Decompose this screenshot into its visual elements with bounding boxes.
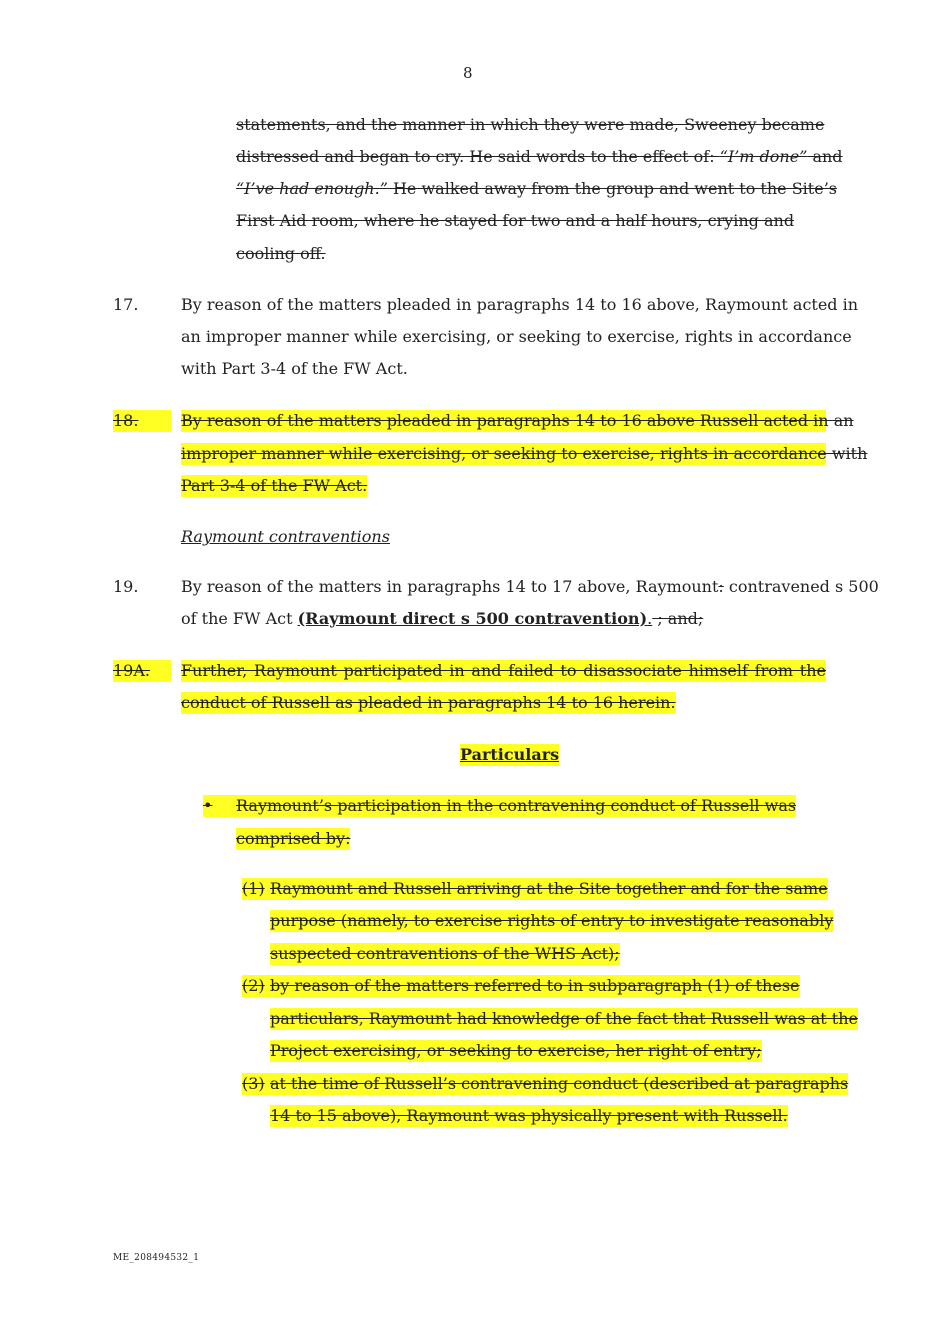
para16-line-4: First Aid room, where he stayed for two and a half hours, crying and (236, 211, 795, 230)
particular-item-1-number: (1) (242, 878, 270, 900)
paragraph-19-line-1-a: By reason of the matters in paragraphs 14 to 17 above, Raymount (181, 577, 719, 596)
paragraph-19-deleted-and: ; and; (652, 609, 704, 628)
bullet-line-1: Raymount’s participation in the contravening conduct of Russell was (236, 796, 797, 815)
raymount-direct-contravention-term: (Raymount direct s 500 contravention) (297, 609, 648, 628)
particular-item-3-line-1: at the time of Russell’s contravening conduct (described at paragraphs (270, 1074, 849, 1093)
particular-item-3-line-2: 14 to 15 above), Raymount was physically present with Russell. (270, 1106, 788, 1125)
particulars-heading: Particulars (460, 745, 560, 764)
para16-line-2-text: distressed and began to cry. He said words to the effect of: (236, 147, 720, 166)
particular-item-2-line-3: Project exercising, or seeking to exercise, her right of entry; (270, 1041, 762, 1060)
paragraph-19a-line-1: Further, Raymount participated in and failed to disassociate himself from the (181, 661, 826, 680)
para16-line-2-end: and (807, 147, 843, 166)
paragraph-19-line-1-b: contravened s 500 (723, 577, 879, 596)
particular-item-3-number: (3) (242, 1073, 270, 1095)
para16-line-5: cooling off. (236, 244, 326, 263)
document-reference: ME_208494532_1 (113, 1253, 200, 1263)
paragraph-17-line-2: an improper manner while exercising, or seeking to exercise, rights in accordance (181, 327, 852, 346)
para16-line-3-text: He walked away from the group and went to the Site’s (387, 179, 837, 198)
particular-item-2-line-1: by reason of the matters referred to in subparagraph (1) of these (270, 976, 800, 995)
para16-line-3 (236, 178, 837, 200)
paragraph-19a-number: 19A. (113, 660, 171, 682)
paragraph-19-deleted-colon: : (718, 577, 724, 596)
paragraph-18-number: 18. (113, 410, 171, 432)
paragraph-19-line-2-a: of the FW Act (181, 609, 298, 628)
particular-item-2-number: (2) (242, 975, 270, 997)
para16-line-1: statements, and the manner in which they were made, Sweeney became (236, 115, 825, 134)
paragraph-18-line-3: Part 3-4 of the FW Act. (181, 476, 368, 495)
paragraph-19-number: 19. (113, 577, 139, 596)
paragraph-17-line-3: with Part 3-4 of the FW Act. (181, 359, 408, 378)
bullet-line-2: comprised by: (236, 829, 351, 848)
paragraph-19-line-2 (181, 608, 703, 630)
raymount-contraventions-heading: Raymount contraventions (181, 527, 390, 546)
page-number: 8 (463, 64, 473, 82)
paragraph-18-line-1: By reason of the matters pleaded in paragraphs 14 to 16 above Russell acted in an (181, 411, 854, 430)
para16-quote-1: “I’m done” (719, 147, 808, 166)
bullet-marker: • (203, 795, 236, 817)
paragraph-18-line-2: improper manner while exercising, or seeking to exercise, rights in accordance with (181, 444, 868, 463)
para16-quote-2: “I’ve had enough.” (236, 179, 388, 198)
paragraph-19a-line-2: conduct of Russell as pleaded in paragraphs 14 to 16 herein. (181, 693, 676, 712)
para16-line-2 (236, 146, 843, 168)
particular-item-2-line-2: particulars, Raymount had knowledge of the fact that Russell was at the (270, 1009, 858, 1028)
paragraph-17-line-1: By reason of the matters pleaded in paragraphs 14 to 16 above, Raymount acted in (181, 295, 859, 314)
paragraph-17-number: 17. (113, 295, 139, 314)
particular-item-1-line-2: purpose (namely, to exercise rights of entry to investigate reasonably (270, 911, 834, 930)
paragraph-19-line-1 (181, 576, 879, 598)
particular-item-1-line-3: suspected contraventions of the WHS Act); (270, 944, 620, 963)
paragraph-19-inserted-period: . (647, 609, 653, 628)
particular-item-1-line-1: Raymount and Russell arriving at the Site together and for the same (270, 879, 828, 898)
